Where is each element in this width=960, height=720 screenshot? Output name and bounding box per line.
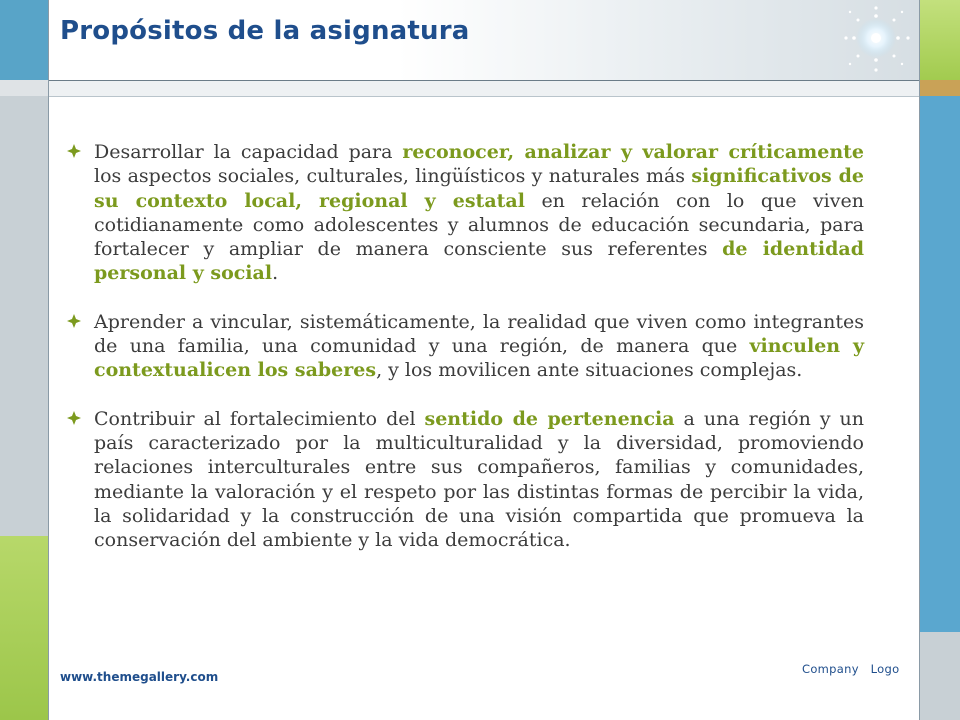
bullet-text: Aprender a vincular, sistemáticamente, la realidad que viven como integrantes de una familia, una comunidad y una región, de manera que: [94, 310, 864, 358]
bullet-text: Contribuir al fortalecimiento del: [94, 407, 425, 430]
bullet-emphasis: reconocer, analizar y valorar críticamente: [402, 141, 864, 163]
right-gray-block: [920, 632, 960, 720]
bullet-text: Desarrollar la capacidad para: [94, 141, 403, 163]
left-gray-strip: [0, 80, 48, 96]
left-green-block: [0, 536, 48, 720]
bullet-text: , y los movilicen ante situaciones complejas.: [376, 359, 803, 382]
bullet-emphasis: de identidad personal y social: [94, 238, 864, 285]
bullet-item: [66, 140, 864, 286]
right-tan-strip: [920, 80, 960, 96]
right-blue-block: [920, 96, 960, 632]
diamond-bullet-icon: [66, 410, 82, 426]
header-band: [49, 81, 920, 96]
bullet-item: [66, 407, 864, 553]
bullet-emphasis: vinculen y contextualicen los saberes: [94, 335, 864, 382]
diamond-bullet-icon: [66, 143, 82, 159]
left-divider: [48, 0, 49, 720]
bullet-text: a una región y un país caracterizado por la multiculturalidad y la diversidad, promoviendo relaciones interculturales entre sus compañeros, familias y comunidades, mediante la valoración y el respeto por las distintas formas de percibir la vida, la solidaridad y la construcción de una visión compartida que promueva la conservación del ambiente y la vida democrática.: [94, 407, 864, 552]
left-gray-block: [0, 96, 48, 536]
diamond-bullet-icon: [66, 313, 82, 329]
bullet-emphasis: significativos de su contexto local, regional y estatal: [94, 165, 864, 212]
left-blue-block: [0, 0, 48, 80]
page-title: Propósitos de la asignatura: [60, 16, 470, 46]
sparkle-icon: [826, 0, 920, 80]
right-green-block: [920, 0, 960, 80]
bullet-text: .: [272, 262, 279, 285]
bullet-item: [66, 310, 864, 383]
bullet-list: [66, 140, 864, 576]
footer-url: www.themegallery.com: [60, 670, 219, 684]
company-logo: Company Logo: [802, 662, 900, 676]
bullet-emphasis: sentido de pertenencia: [424, 407, 675, 430]
bullet-text: los aspectos sociales, culturales, lingüísticos y naturales más: [94, 165, 692, 188]
bullet-text: en relación con lo que viven cotidianamente como adolescentes y alumnos de educación secundaria, para fortalecer y ampliar de manera consciente sus referentes: [94, 189, 864, 261]
band-rule: [49, 96, 920, 97]
left-decor-column: [0, 0, 48, 720]
